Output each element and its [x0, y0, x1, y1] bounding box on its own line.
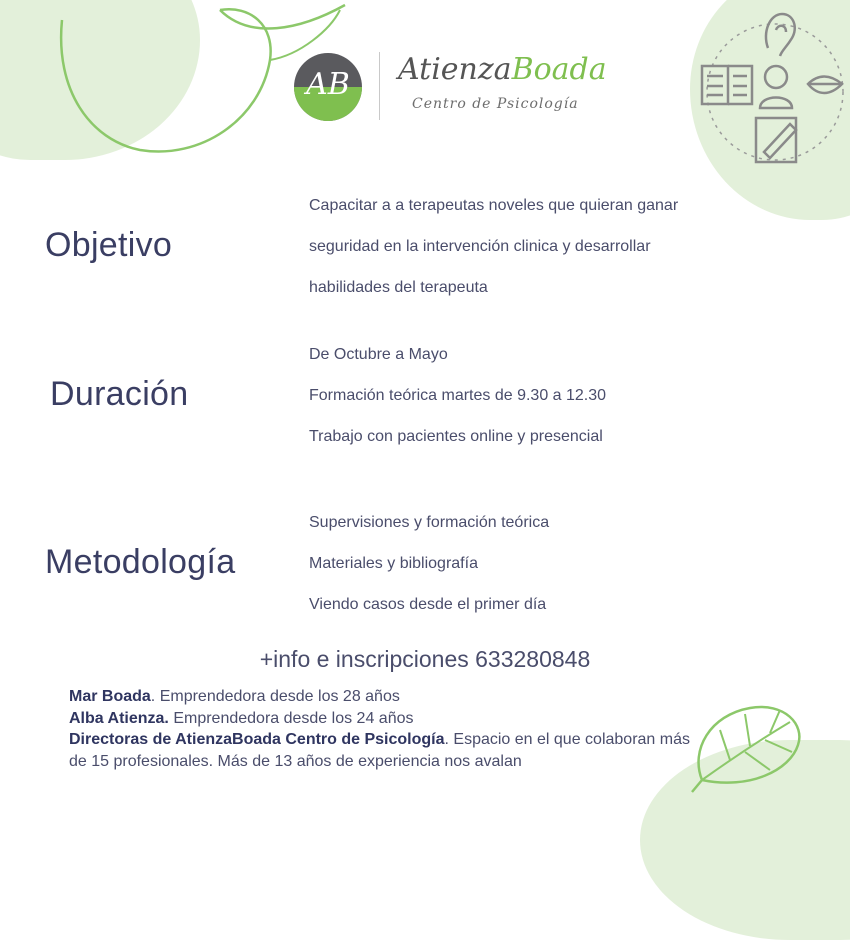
duracion-line-1: De Octubre a Mayo [309, 346, 448, 363]
logo-monogram: AB [306, 67, 350, 102]
metodologia-line-1: Supervisiones y formación teórica [309, 514, 550, 531]
bio-text-alba: Emprendedora desde los 24 años [168, 709, 414, 727]
objetivo-line-3: habilidades del terapeuta [309, 279, 488, 296]
duracion-line-3: Trabajo con pacientes online y presencial [309, 428, 603, 445]
bio-line-directoras [69, 729, 709, 772]
logo-badge [294, 53, 362, 121]
person-icon [760, 66, 792, 108]
duracion-line-2: Formación teórica martes de 9.30 a 12.30 [309, 387, 607, 404]
bio-line-alba [69, 708, 709, 730]
section-title-metodologia: Metodología [45, 543, 236, 581]
bio-text-directoras: . Espacio en el que colaboran más de 15 profesionales. Más de 13 años de experiencia nos avalan [69, 731, 690, 770]
brand-name-part2: Boada [511, 52, 607, 87]
objetivo-line-1: Capacitar a a terapeutas noveles que quieran ganar [309, 197, 679, 214]
metodologia-line-2: Materiales y bibliografía [309, 555, 478, 572]
bio-name-directoras: Directoras de AtienzaBoada Centro de Psicología [69, 731, 445, 748]
contact-info: +info e inscripciones 633280848 [259, 646, 591, 672]
logo-divider [379, 52, 380, 120]
mouth-icon [808, 77, 842, 94]
leaf-icon [690, 700, 810, 795]
section-title-objetivo: Objetivo [45, 226, 173, 264]
metodologia-line-3: Viendo casos desde el primer día [309, 596, 547, 613]
objetivo-line-2: seguridad en la intervención clinica y desarrollar [309, 238, 651, 255]
bio-line-mar [69, 686, 709, 708]
brand-tagline: Centro de Psicología [412, 96, 579, 112]
bio-block [69, 686, 709, 772]
psychology-icons [690, 0, 850, 175]
brand-name-part1: Atienza [398, 52, 512, 87]
brand-name [398, 52, 607, 87]
ear-icon [766, 14, 795, 56]
bio-name-alba: Alba Atienza. [69, 709, 169, 727]
pencil-paper-icon [756, 118, 796, 162]
section-title-duracion: Duración [50, 375, 189, 413]
bio-name-mar: Mar Boada [69, 688, 151, 705]
bio-text-mar: . Emprendedora desde los 28 años [150, 688, 400, 705]
